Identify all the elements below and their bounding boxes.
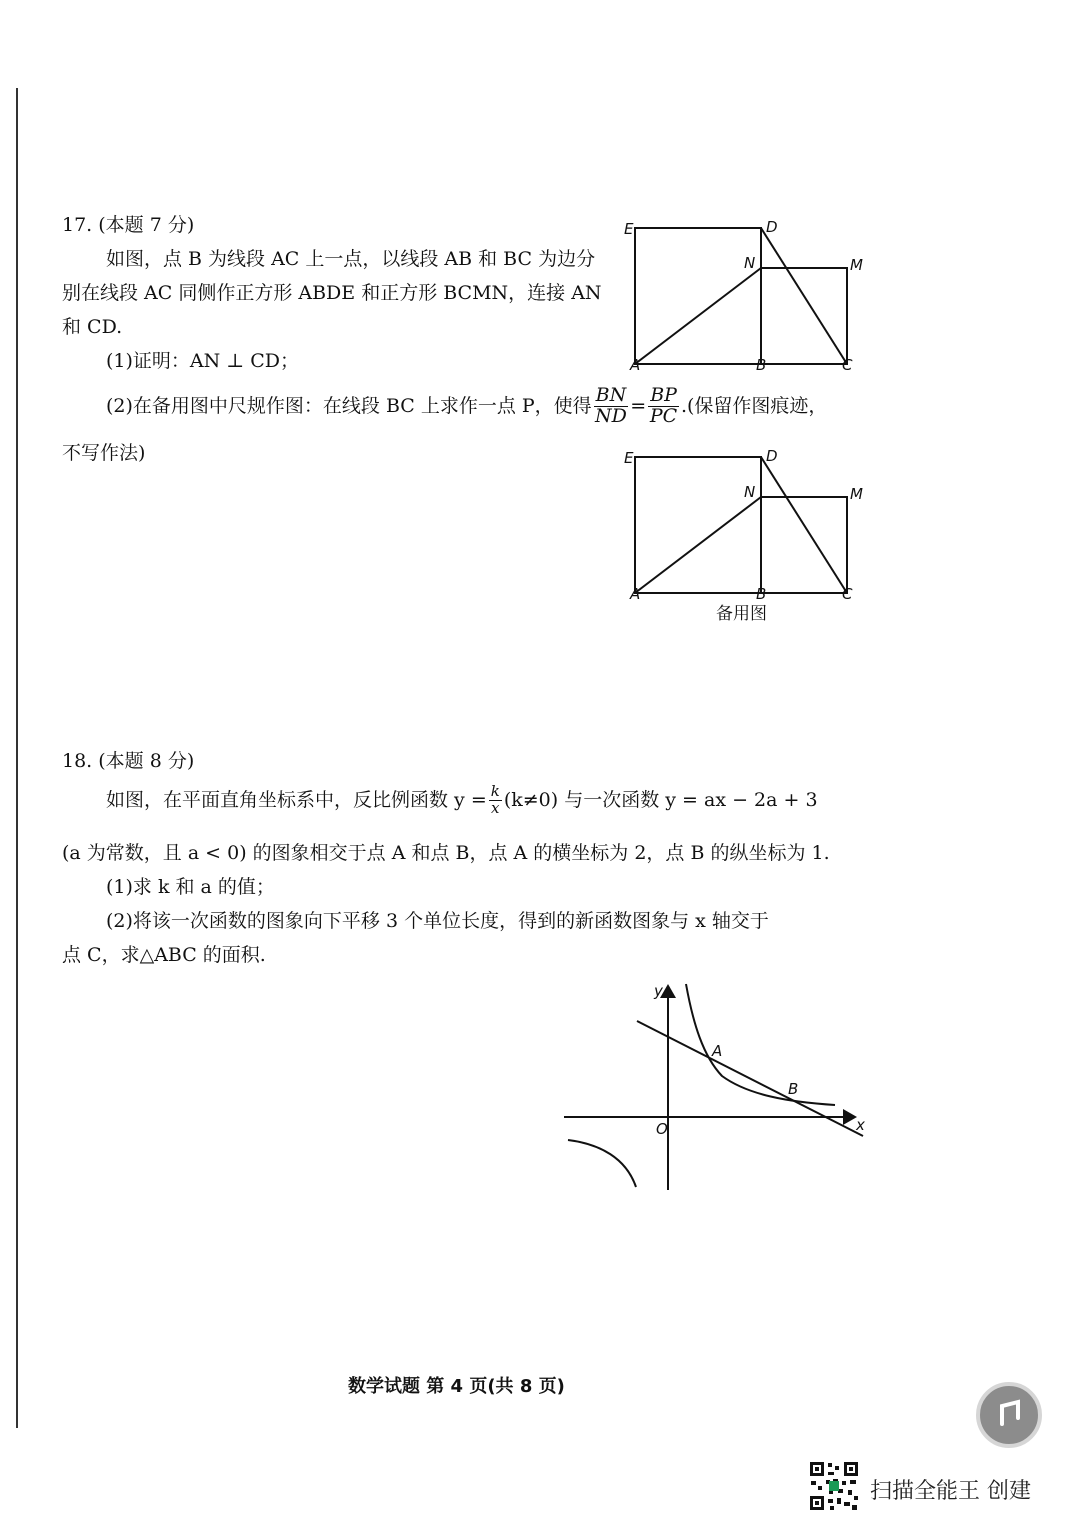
fraction-bp-pc [648,386,679,427]
floating-action-icon[interactable] [976,1382,1042,1448]
fraction-denominator: PC [649,404,678,427]
segment-cd [761,457,847,593]
q18-part1: (1)求 k 和 a 的值； [106,876,275,898]
label-d: D [766,447,778,465]
segment-cd [761,228,847,364]
label-a: A [630,356,641,374]
label-b: B [756,585,767,603]
label-e: E [624,449,634,467]
q17-part2 [106,386,827,427]
hyperbola-branch-1 [686,984,835,1105]
q17-line1: 如图，点 B 为线段 AC 上一点，以线段 AB 和 BC 为边分 [106,248,596,270]
q18-part2: (2)将该一次函数的图象向下平移 3 个单位长度，得到的新函数图象与 x 轴交于 [106,910,769,932]
q18-graph [560,978,870,1198]
q17-backup-figure [620,445,870,605]
label-n: N [744,254,756,272]
q17-figure [620,216,870,376]
q17-header: 17. (本题 7 分) [62,214,195,236]
label-e: E [624,220,634,238]
linear-function-line [637,1021,863,1136]
label-b: B [756,356,767,374]
equals-sign: = [630,394,647,417]
fraction-denominator: x [491,798,500,817]
segment-an [635,497,761,593]
q18-line1-tail: (k≠0) 与一次函数 y = ax − 2a + 3 [503,788,818,811]
q17-line2: 别在线段 AC 同侧作正方形 ABDE 和正方形 BCMN，连接 AN [62,282,602,304]
watermark-text: 扫描全能王 创建 [870,1479,1031,1504]
label-c: C [842,356,853,374]
square-abde [635,228,761,364]
fraction-numerator: BP [650,384,677,406]
segment-an [635,268,761,364]
graph-label-origin: O [656,1120,668,1138]
square-bcmn [761,497,847,593]
q18-line1 [106,784,818,817]
page-footer: 数学试题 第 4 页(共 8 页) [348,1376,565,1397]
q17-part2-tail: .(保留作图痕迹， [680,394,828,417]
label-d: D [766,218,778,236]
left-margin-line [16,88,18,1428]
graph-label-x: x [856,1116,865,1134]
square-bcmn [761,268,847,364]
label-m: M [850,256,863,274]
q18-line1-text: 如图，在平面直角坐标系中，反比例函数 y = [106,788,487,811]
square-abde [635,457,761,593]
label-a: A [630,585,641,603]
q18-header: 18. (本题 8 分) [62,750,195,772]
label-c: C [842,585,853,603]
fraction-k-x [489,784,502,817]
graph-label-y: y [654,982,663,1000]
q17-line3: 和 CD. [62,316,123,338]
backup-figure-caption: 备用图 [716,604,767,624]
graph-label-a: A [712,1042,723,1060]
q17-part2-text: (2)在备用图中尺规作图：在线段 BC 上求作一点 P，使得 [106,394,592,417]
graph-label-b: B [788,1080,799,1098]
q17-part1: (1)证明：AN ⊥ CD； [106,350,299,372]
qr-code-icon [808,1460,860,1512]
fraction-bn-nd [594,386,629,427]
q18-part2-cont: 点 C，求△ABC 的面积. [62,944,266,966]
label-n: N [744,483,756,501]
q17-part2-cont: 不写作法) [62,442,146,464]
fraction-numerator: BN [595,384,627,406]
label-m: M [850,485,863,503]
fraction-denominator: ND [595,404,627,427]
hyperbola-branch-2 [568,1140,636,1187]
fraction-numerator: k [490,782,500,800]
q18-line2: (a 为常数，且 a < 0) 的图象相交于点 A 和点 B，点 A 的横坐标为 2，点 B 的纵坐标为 1. [62,842,830,864]
